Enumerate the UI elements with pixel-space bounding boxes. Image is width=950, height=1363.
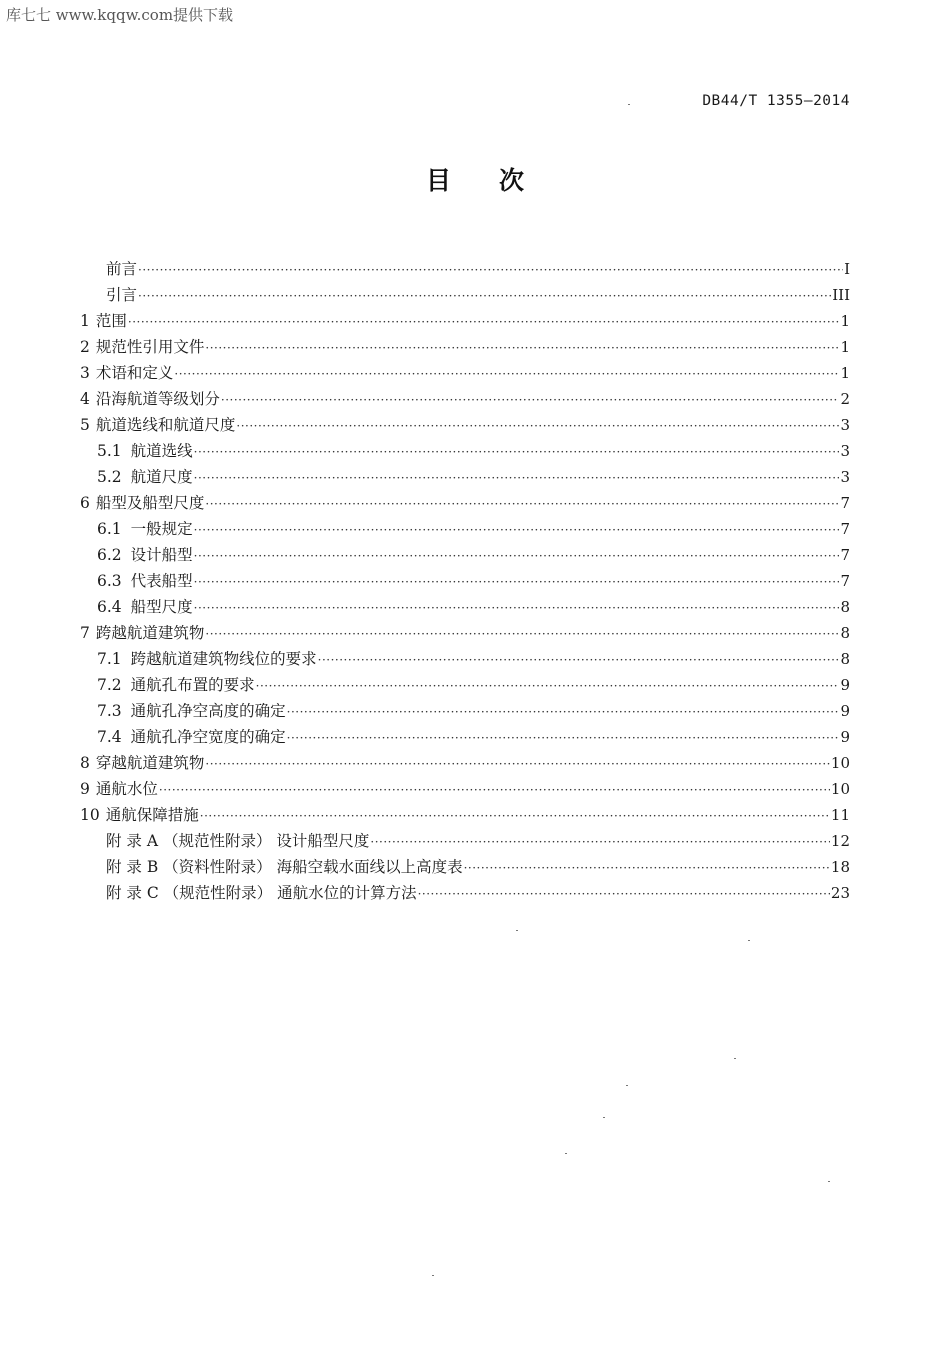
toc-entry-label: 船型尺度 (130, 598, 193, 616)
toc-entry[interactable] (80, 516, 850, 542)
toc-leader-dots (159, 777, 830, 803)
toc-entry[interactable] (80, 594, 850, 620)
toc-leader-dots (318, 647, 840, 673)
toc-entry[interactable] (80, 568, 850, 594)
toc-leader-dots (194, 595, 840, 621)
toc-entry[interactable] (80, 750, 850, 776)
toc-entry-page: 10 (830, 754, 850, 772)
toc-leader-dots (205, 335, 839, 361)
toc-entry-label: 穿越航道建筑物 (95, 754, 205, 772)
toc-entry-label: 通航孔净空高度的确定 (130, 702, 286, 720)
toc-entry-label: 航道选线和航道尺度 (95, 416, 236, 434)
toc-entry-label: 代表船型 (130, 572, 193, 590)
toc-entry[interactable] (80, 360, 850, 386)
toc-entry-label: 附 录 C （规范性附录） 通航水位的计算方法 (106, 884, 417, 902)
toc-leader-dots (370, 829, 830, 855)
toc-entry[interactable] (80, 724, 850, 750)
toc-entry[interactable] (80, 854, 850, 880)
toc-entry-label: 通航保障措施 (105, 806, 199, 824)
toc-entry-number: 10 (80, 806, 100, 824)
toc-leader-dots (194, 543, 840, 569)
toc-entry-number: 1 (80, 312, 90, 330)
toc-entry-page: III (832, 286, 850, 304)
toc-entry[interactable] (80, 438, 850, 464)
toc-entry[interactable] (80, 542, 850, 568)
toc-entry-number: 7.4 (97, 728, 122, 746)
toc-entry[interactable] (80, 620, 850, 646)
toc-entry-label: 术语和定义 (95, 364, 174, 382)
toc-entry-page: 12 (830, 832, 850, 850)
toc-entry-page: 2 (840, 390, 850, 408)
toc-entry-page: 7 (840, 494, 850, 512)
toc-entry-page: 9 (840, 728, 850, 746)
toc-leader-dots (205, 621, 839, 647)
toc-entry-number: 5.2 (97, 468, 122, 486)
toc-entry-number: 7.1 (97, 650, 122, 668)
toc-leader-dots (236, 413, 839, 439)
toc-entry-number: 8 (80, 754, 90, 772)
toc-entry[interactable] (80, 776, 850, 802)
document-code: DB44/T 1355—2014 (702, 93, 850, 109)
toc-leader-dots (194, 465, 840, 491)
scan-speck (516, 930, 518, 931)
toc-entry-label: 范围 (95, 312, 127, 330)
toc-entry-number: 6 (80, 494, 90, 512)
toc-leader-dots (194, 517, 840, 543)
toc-entry[interactable] (80, 880, 850, 906)
toc-entry[interactable] (80, 386, 850, 412)
toc-entry-page: 11 (830, 806, 850, 824)
toc-entry-label: 设计船型 (130, 546, 193, 564)
toc-entry-label: 跨越航道建筑物 (95, 624, 205, 642)
toc-entry-page: 9 (840, 702, 850, 720)
toc-entry[interactable] (80, 464, 850, 490)
toc-entry-page: 7 (840, 572, 850, 590)
scan-speck (626, 1085, 628, 1086)
toc-leader-dots (221, 387, 840, 413)
toc-entry-number: 6.3 (97, 572, 122, 590)
toc-leader-dots (138, 283, 831, 309)
toc-entry-page: 8 (840, 598, 850, 616)
toc-entry-number: 5.1 (97, 442, 122, 460)
toc-entry[interactable] (80, 334, 850, 360)
toc-entry[interactable] (80, 802, 850, 828)
toc-entry-page: 1 (840, 364, 850, 382)
toc-entry-page: 7 (840, 520, 850, 538)
toc-entry-page: 23 (830, 884, 850, 902)
toc-entry-number: 7 (80, 624, 90, 642)
toc-entry-label: 航道选线 (130, 442, 193, 460)
toc-entry-number: 6.4 (97, 598, 122, 616)
toc-entry-page: 3 (840, 442, 850, 460)
toc-leader-dots (128, 309, 840, 335)
scan-speck (432, 1275, 434, 1276)
toc-entry-page: 3 (840, 468, 850, 486)
scan-speck (603, 1117, 605, 1118)
toc-entry-label: 前言 (106, 260, 138, 278)
toc-entry-label: 通航孔布置的要求 (130, 676, 255, 694)
toc-leader-dots (205, 491, 839, 517)
toc-entry-label: 船型及船型尺度 (95, 494, 205, 512)
toc-leader-dots (194, 569, 840, 595)
page-title: 目次 (425, 166, 572, 195)
scan-speck (828, 1181, 830, 1182)
toc-entry-label: 附 录 A （规范性附录） 设计船型尺度 (106, 832, 370, 850)
toc-entry[interactable] (80, 698, 850, 724)
toc-entry-number: 5 (80, 416, 90, 434)
toc-entry-page: 7 (840, 546, 850, 564)
toc-leader-dots (174, 361, 839, 387)
scan-speck (734, 1058, 736, 1059)
toc-entry-page: I (844, 260, 850, 278)
toc-entry-label: 沿海航道等级划分 (95, 390, 220, 408)
toc-leader-dots (256, 673, 840, 699)
toc-leader-dots (287, 725, 840, 751)
toc-entry[interactable] (80, 646, 850, 672)
toc-entry[interactable] (80, 490, 850, 516)
toc-entry-page: 3 (840, 416, 850, 434)
toc-entry-page: 10 (830, 780, 850, 798)
scan-speck (748, 940, 750, 941)
toc-entry-number: 9 (80, 780, 90, 798)
toc-entry[interactable] (80, 256, 850, 282)
toc-entry-label: 通航孔净空宽度的确定 (130, 728, 286, 746)
table-of-contents (80, 256, 850, 906)
toc-entry-label: 通航水位 (95, 780, 158, 798)
toc-entry-page: 18 (830, 858, 850, 876)
toc-entry-page: 1 (840, 338, 850, 356)
toc-leader-dots (194, 439, 840, 465)
toc-leader-dots (418, 881, 830, 907)
toc-entry-label: 附 录 B （资料性附录） 海船空载水面线以上高度表 (106, 858, 463, 876)
toc-entry-label: 引言 (106, 286, 138, 304)
watermark-text: 库七七 www.kqqw.com提供下载 (6, 6, 234, 24)
toc-entry-number: 3 (80, 364, 90, 382)
toc-leader-dots (200, 803, 830, 829)
toc-entry-page: 1 (840, 312, 850, 330)
toc-entry[interactable] (80, 828, 850, 854)
scan-speck (628, 104, 630, 105)
toc-entry-number: 7.3 (97, 702, 122, 720)
toc-entry-number: 2 (80, 338, 90, 356)
toc-entry-number: 6.2 (97, 546, 122, 564)
toc-entry[interactable] (80, 308, 850, 334)
scan-speck (565, 1153, 567, 1154)
toc-entry[interactable] (80, 282, 850, 308)
toc-leader-dots (205, 751, 830, 777)
toc-entry[interactable] (80, 412, 850, 438)
toc-entry-label: 跨越航道建筑物线位的要求 (130, 650, 317, 668)
toc-leader-dots (138, 257, 843, 283)
toc-entry-label: 一般规定 (130, 520, 193, 538)
toc-entry[interactable] (80, 672, 850, 698)
toc-entry-number: 4 (80, 390, 90, 408)
toc-entry-number: 7.2 (97, 676, 122, 694)
toc-entry-number: 6.1 (97, 520, 122, 538)
toc-leader-dots (464, 855, 830, 881)
toc-entry-label: 规范性引用文件 (95, 338, 205, 356)
toc-entry-page: 8 (840, 624, 850, 642)
toc-entry-label: 航道尺度 (130, 468, 193, 486)
toc-entry-page: 9 (840, 676, 850, 694)
toc-leader-dots (287, 699, 840, 725)
toc-entry-page: 8 (840, 650, 850, 668)
